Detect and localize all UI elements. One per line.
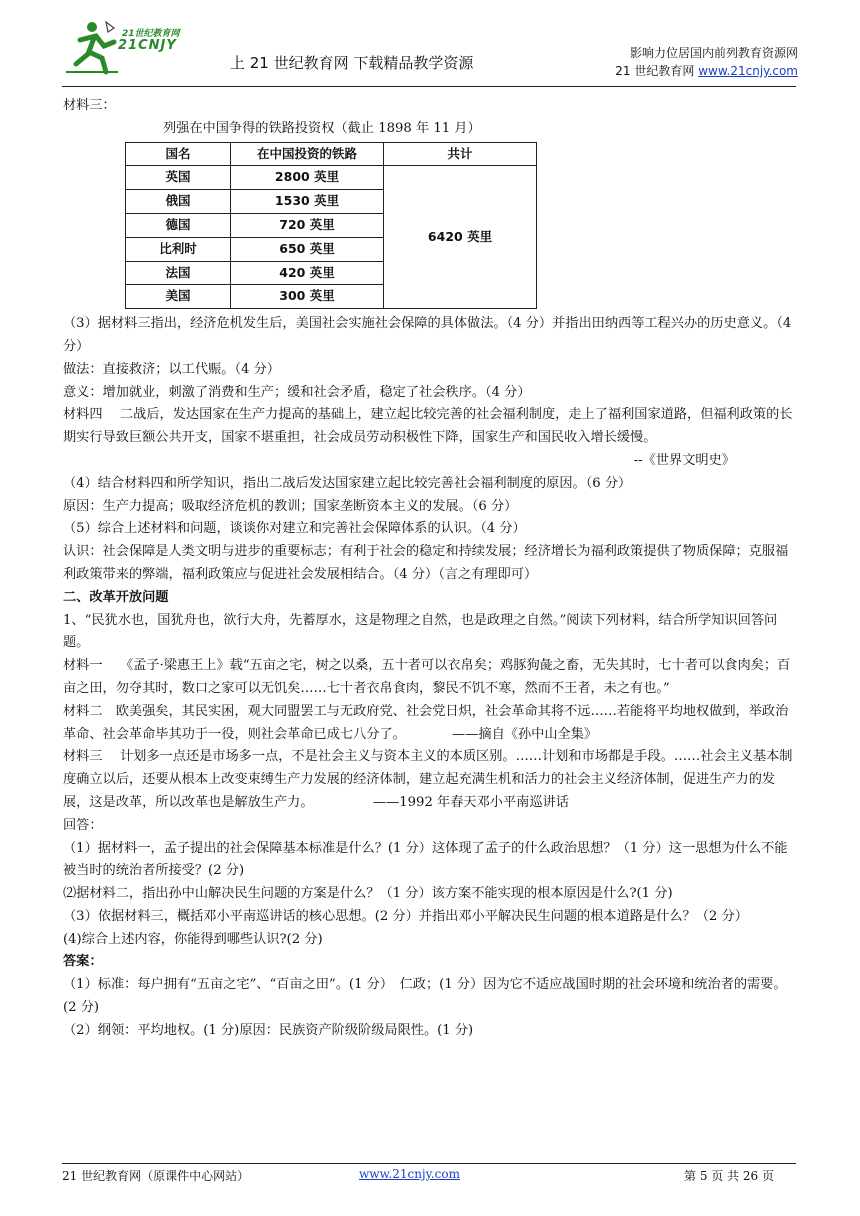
answer-prompt: 回答： — [63, 817, 103, 833]
col-railway: 在中国投资的铁路 — [231, 142, 384, 166]
answers-label: 答案： — [63, 954, 103, 970]
page-content — [63, 95, 797, 1043]
table-cell: 420 英里 — [231, 261, 384, 285]
table-cell: 德国 — [126, 213, 231, 237]
material-4-source: --《世界文明史》 — [633, 452, 735, 468]
material3-label: 材料三： — [63, 98, 116, 113]
table-caption: 列强在中国争得的铁路投资权（截止 1898 年 11 月） — [163, 120, 481, 136]
answer-3-meaning: 意义：增加就业，刺激了消费和生产；缓和社会矛盾，稳定了社会秩序。（4 分） — [63, 384, 531, 400]
railway-investment-table — [125, 142, 537, 310]
table-cell: 300 英里 — [231, 285, 384, 309]
sub-question-4: (4)综合上述内容，你能得到哪些认识?(2 分) — [63, 931, 323, 947]
table-total-cell: 6420 英里 — [384, 166, 537, 309]
site-logo[interactable] — [62, 18, 222, 78]
table-cell: 比利时 — [126, 237, 231, 261]
table-cell: 美国 — [126, 285, 231, 309]
material-4: 材料四 二战后，发达国家在生产力提高的基础上，建立起比较完善的社会福利制度，走上了福利国家道路，但福利政策的长期实行导致巨额公共开支，国家不堪重担，社会成员劳动积极性下降，国家生产和国民收入增长缓慢。 — [63, 407, 793, 446]
logo-en-text: 21CNJY — [118, 38, 177, 53]
material-two: 材料二 欧美强矣，其民实困，观大同盟罢工与无政府党、社会党日炽，社会革命其将不远……若能将平均地权做到，举政治革命、社会革命毕其功于一役，则社会革命已成七八分了。 ——摘自《孙中山全集》 — [63, 703, 789, 742]
page-number: 第 5 页 共 26 页 — [684, 1169, 774, 1183]
question-3: （3）据材料三指出，经济危机发生后，美国社会实施社会保障的具体做法。（4 分）并指出田纳西等工程兴办的历史意义。（4 分） — [63, 316, 792, 354]
table-cell: 720 英里 — [231, 213, 384, 237]
header-site-link[interactable]: www.21cnjy.com — [698, 64, 798, 78]
table-cell: 俄国 — [126, 190, 231, 214]
table-cell: 法国 — [126, 261, 231, 285]
table-cell: 2800 英里 — [231, 166, 384, 190]
header-site-line — [615, 62, 798, 80]
table-header-row — [126, 142, 537, 166]
material-one: 材料一 《孟子·梁惠王上》载“五亩之宅，树之以桑，五十者可以衣帛矣；鸡豚狗彘之畜，无失其时，七十者可以食肉矣；百亩之田，勿夺其时，数口之家可以无饥矣……七十者衣帛食肉，黎民不饥不寒，然而不王者，未之有也。” — [63, 658, 791, 696]
header-right-info — [615, 44, 798, 80]
question-4: （4）结合材料四和所学知识，指出二战后发达国家建立起比较完善社会福利制度的原因。（6 分） — [63, 475, 632, 491]
section-2-title: 二、改革开放问题 — [63, 589, 169, 605]
table-cell: 1530 英里 — [231, 190, 384, 214]
col-total: 共计 — [384, 142, 537, 166]
header-slogan: 上 21 世纪教育网 下载精品教学资源 — [230, 54, 474, 72]
question-intro: 1、“民犹水也，国犹舟也，欲行大舟，先蓄厚水，这是物理之自然，也是政理之自然。”阅读下列材料，结合所学知识回答问题。 — [63, 612, 778, 651]
header-divider — [62, 86, 796, 87]
footer-divider — [62, 1163, 796, 1164]
answer-4: 原因：生产力提高；吸取经济危机的教训；国家垄断资本主义的发展。（6 分） — [63, 498, 518, 514]
sub-question-2: ⑵据材料二，指出孙中山解决民生问题的方案是什么？（1 分）该方案不能实现的根本原因是什么?(1 分) — [63, 886, 673, 902]
page-header — [62, 14, 798, 86]
header-tagline: 影响力位居国内前列教育资源网 — [629, 46, 798, 60]
col-country: 国名 — [126, 142, 231, 166]
footer-site-name: 21 世纪教育网（原课件中心网站） — [62, 1169, 250, 1183]
table-cell: 650 英里 — [231, 237, 384, 261]
runner-logo-icon — [62, 18, 122, 78]
sub-question-3: （3）依据材料三，概括邓小平南巡讲话的核心思想。(2 分）并指出邓小平解决民生问题的根本道路是什么？（2 分） — [63, 908, 748, 924]
table-cell: 英国 — [126, 166, 231, 190]
footer-site-link[interactable]: www.21cnjy.com — [359, 1167, 460, 1181]
answer-1: （1）标准：每户拥有“五亩之宅”、“百亩之田”。(1 分） 仁政；(1 分）因为它不适应战国时期的社会环境和统治者的需要。(2 分) — [63, 977, 787, 1016]
sub-question-1: （1）据材料一，孟子提出的社会保障基本标准是什么？(1 分）这体现了孟子的什么政治思想？（1 分）这一思想为什么不能被当时的统治者所接受？(2 分) — [63, 840, 788, 879]
answer-5: 认识：社会保障是人类文明与进步的重要标志；有利于社会的稳定和持续发展；经济增长为福利政策提供了物质保障；克服福利政策带来的弊端，福利政策应与促进社会发展相结合。（4 分）（言之有理即可） — [63, 544, 789, 582]
answer-2: （2）纲领：平均地权。(1 分)原因：民族资产阶级阶级局限性。(1 分) — [63, 1022, 474, 1038]
question-5: （5）综合上述材料和问题，谈谈你对建立和完善社会保障体系的认识。（4 分） — [63, 521, 526, 537]
header-site-prefix: 21 世纪教育网 — [615, 64, 699, 78]
page-footer — [62, 1167, 796, 1185]
table-row — [126, 166, 537, 190]
material-three: 材料三 计划多一点还是市场多一点，不是社会主义与资本主义的本质区别。……计划和市场都是手段。……社会主义基本制度确立以后，还要从根本上改变束缚生产力发展的经济体制，建立起充满生机和活力的社会主义经济体制，促进生产力的发展，这是改革，所以改革也是解放生产力。 ——1992 年春天邓小平南巡讲话 — [63, 749, 793, 810]
logo-cn-text: 21世纪教育网 — [122, 29, 180, 39]
answer-3-method: 做法：直接救济；以工代赈。（4 分） — [63, 361, 280, 377]
